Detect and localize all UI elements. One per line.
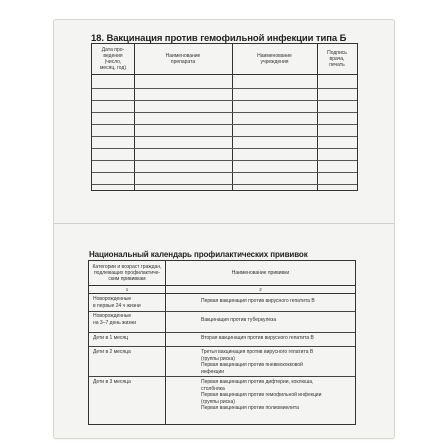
column-header-date: Дата про- ведения (число, месяц, год)	[99, 47, 127, 71]
vaccination-section-title: 18. Вакцинация против гемофильной инфекции типа Б	[91, 33, 347, 44]
column-header-category: Категории и возраст граждан, подлежащих профилактиче- ским прививкам	[92, 264, 162, 282]
table-row	[92, 160, 357, 161]
vaccine-newborn-3-7-days: Вакцинация против туберкулеза	[201, 317, 277, 323]
category-2-months: Дети в 2 месяца	[93, 349, 131, 355]
column-number-2: 2	[259, 286, 262, 292]
vaccination-record-table	[91, 43, 358, 191]
table-row	[92, 124, 357, 125]
table-row	[92, 100, 357, 101]
column-header-institution: Наименование учреждения	[257, 53, 292, 65]
table-row	[89, 376, 355, 377]
column-number-1: 1	[125, 286, 129, 292]
table-row	[92, 136, 357, 137]
calendar-section-title: Национальный календарь профилактических прививок	[89, 250, 308, 259]
table-row	[92, 112, 357, 113]
column-header-drug: Наименование препарата	[165, 53, 201, 65]
table-row	[92, 148, 357, 149]
category-newborn-3-7-days: Новорожденные на 3–7 день жизни	[93, 313, 137, 326]
vaccine-3-months: Первая вакцинация против дифтерии, коклюша, столбняка Первая вакцинация против гемофильной инфекции (группы риска) Первая вакцинация против полиомиелита	[201, 379, 322, 411]
vaccine-2-months: Третья вакцинация против вирусного гепатита В (группы риска) Первая вакцинация против пневмококковой инфекции	[201, 349, 314, 375]
table-row	[92, 172, 357, 173]
table-row	[89, 311, 355, 312]
table-row	[92, 184, 357, 185]
category-3-months: Дети в 3 месяца	[93, 379, 131, 385]
column-header-vaccine: Наименование прививки	[231, 270, 290, 276]
table-row	[92, 88, 357, 89]
vaccine-1-month: Вторая вакцинация против вирусного гепатита В	[201, 335, 314, 341]
column-header-signature: Подпись врача, печать	[327, 50, 347, 68]
table-row	[89, 346, 355, 347]
vaccine-newborn-24h: Первая вакцинация против вирусного гепатита В	[201, 298, 315, 304]
page-fold	[54, 223, 394, 224]
category-1-month: Дети в 1 месяц	[93, 335, 128, 341]
national-calendar-table	[88, 260, 356, 425]
category-newborn-24h: Новорожденные в первые 24 ч жизни	[93, 296, 141, 309]
table-row	[89, 332, 355, 333]
